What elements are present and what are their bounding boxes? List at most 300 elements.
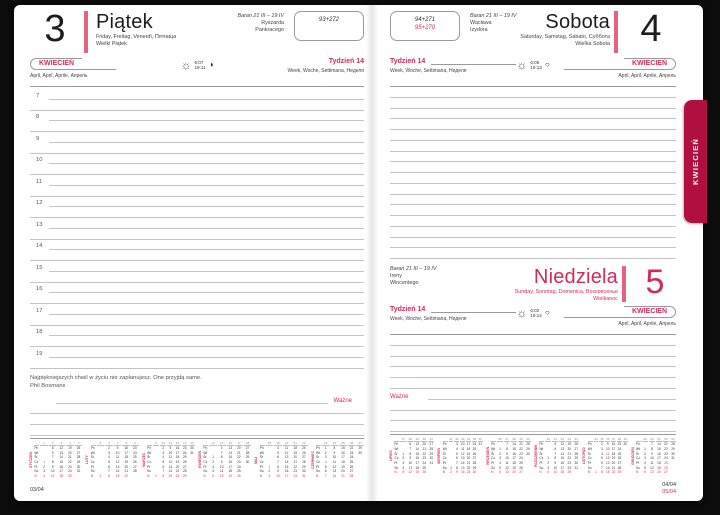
calendar-date: 6 <box>108 464 110 469</box>
week-number: 52 <box>664 437 668 441</box>
month-translations: April, April, Aprile, Апрель <box>30 73 88 79</box>
calendar-date: 24 <box>349 455 354 460</box>
calendar-date: 3 <box>644 456 646 461</box>
day-abbrev: Wt <box>203 450 208 455</box>
hour-line: 16 <box>30 283 364 294</box>
mini-calendar-grid <box>316 441 364 479</box>
ruled-line <box>390 152 676 163</box>
calendar-date: 22 <box>124 473 129 478</box>
ruled-line <box>390 195 676 206</box>
calendar-date: 17 <box>512 456 516 461</box>
day-abbrev: N <box>147 473 150 478</box>
calendar-date: 3 <box>600 446 603 451</box>
mini-calendar-grid <box>491 437 531 475</box>
day-abbrev: Cz <box>587 456 592 461</box>
calendar-date: 9 <box>651 451 653 456</box>
calendar-date: 25 <box>519 460 523 465</box>
calendar-date: 2 <box>547 460 550 465</box>
calendar-date: 7 <box>409 446 412 451</box>
calendar-date: 10 <box>605 446 610 451</box>
calendar-date: 16 <box>560 460 565 465</box>
week-number: 6 <box>105 441 113 446</box>
calendar-date: 15 <box>284 464 289 469</box>
friday-accent-bar <box>84 11 88 53</box>
week-number: 41 <box>553 437 557 441</box>
page-gutter <box>366 5 378 501</box>
calendar-date: 26 <box>472 451 477 456</box>
calendar-date: 8 <box>108 473 110 478</box>
calendar-date: 17 <box>466 442 471 447</box>
week-number: 42 <box>560 437 564 441</box>
ruled-line <box>390 130 676 141</box>
sunday-note-lines <box>390 335 676 389</box>
hour-line: 19 <box>30 347 364 358</box>
sun-icon: ☼ <box>180 58 192 72</box>
mini-calendar-month-name: MAJ <box>254 456 259 464</box>
day-abbrev: Pt <box>90 464 94 469</box>
calendar-date: 30 <box>429 456 434 461</box>
day-abbrev: Cz <box>636 456 640 461</box>
week-number: 46 <box>606 437 610 441</box>
quote-author: Phil Bosmans <box>30 383 66 390</box>
week-number: 49 <box>643 437 647 441</box>
day-abbrev: Śr <box>442 451 446 456</box>
saturday-note-lines <box>390 87 676 259</box>
calendar-date: 12 <box>284 450 289 455</box>
calendar-date: 18 <box>466 446 471 451</box>
half-hour-line <box>30 100 364 111</box>
calendar-date: 25 <box>567 470 572 475</box>
calendar-date: 9 <box>456 470 458 475</box>
week-number: 14 <box>209 441 217 446</box>
day-abbrev: Śr <box>34 455 38 460</box>
ruled-line <box>390 400 676 411</box>
calendar-date: 26 <box>422 470 427 475</box>
calendar-date: 19 <box>124 460 129 465</box>
week-number: 19 <box>274 441 282 446</box>
ruled-line <box>390 173 676 184</box>
calendar-date: 9 <box>606 442 609 447</box>
calendar-date: 15 <box>460 465 465 470</box>
calendar-date: 23 <box>422 456 427 461</box>
calendar-date: 30 <box>358 450 362 455</box>
friday-month-week-band <box>30 57 364 87</box>
calendar-date: 5 <box>499 465 501 470</box>
calendar-date: 4 <box>162 455 165 460</box>
week-label: Tydzień 14 <box>390 58 426 65</box>
hour-line: 15 <box>30 261 364 272</box>
week-number: 23 <box>322 441 330 446</box>
mini-calendar-month-name: MARZEC <box>141 452 146 468</box>
calendar-date: 6 <box>277 455 279 460</box>
mini-calendar-month-name: LUTY <box>85 455 90 465</box>
calendar-date: 5 <box>554 442 557 447</box>
calendar-date: 13 <box>59 450 64 455</box>
calendar-date: 13 <box>505 470 509 475</box>
calendar-date: 9 <box>333 450 336 455</box>
day-abbrev: Wt <box>316 450 320 455</box>
calendar-date: 1 <box>212 455 214 460</box>
week-number: 14 <box>190 440 194 445</box>
calendar-date: 18 <box>124 455 129 460</box>
ruled-line <box>390 367 676 378</box>
calendar-date: 30 <box>574 460 579 465</box>
calendar-date: 24 <box>68 469 72 474</box>
mini-calendar <box>143 441 195 479</box>
calendar-date: 18 <box>657 460 661 465</box>
calendar-date: 18 <box>560 470 565 475</box>
calendar-date: 1 <box>450 465 452 470</box>
calendar-date: 19 <box>293 450 297 455</box>
calendar-date: 2 <box>499 451 501 456</box>
mini-calendar-month-name: CZERWIEC <box>310 450 315 469</box>
calendar-date: 26 <box>76 446 81 451</box>
calendar-date: 1 <box>155 473 157 478</box>
day-abbrev: Śr <box>147 455 151 460</box>
saturday-day-number: 4 <box>640 8 662 50</box>
day-abbrev: Wt <box>259 450 264 455</box>
calendar-date: 31 <box>429 460 434 465</box>
calendar-date: 3 <box>268 473 271 478</box>
day-abbrev: Wt <box>34 450 39 455</box>
important-line <box>56 403 328 404</box>
calendar-date: 2 <box>162 446 165 451</box>
calendar-date: 15 <box>59 460 64 465</box>
day-abbrev: So <box>539 465 544 470</box>
saturday-zodiac: Baran 21 III – 19 IV <box>470 13 517 19</box>
mini-calendar <box>535 437 579 475</box>
calendar-date: 2 <box>212 460 214 465</box>
calendar-date: 13 <box>284 455 289 460</box>
week-number: 12 <box>175 440 180 445</box>
calendar-date: 11 <box>51 473 55 478</box>
day-abbrev: Wt <box>90 450 95 455</box>
week-translations: Week, Woche, Settimana, Неделя <box>287 68 364 74</box>
calendar-date: 13 <box>168 464 173 469</box>
day-abbrev: N <box>394 470 397 475</box>
calendar-date: 28 <box>472 460 477 465</box>
calendar-date: 21 <box>567 451 572 456</box>
calendar-date: 26 <box>519 465 523 470</box>
calendar-date <box>478 470 483 475</box>
week-number: 9 <box>131 441 139 446</box>
calendar-date: 27 <box>182 464 187 469</box>
week-number: 24 <box>331 441 339 446</box>
calendar-date: 31 <box>302 473 306 478</box>
calendar-date: 12 <box>650 465 654 470</box>
calendar-date: 26 <box>574 442 579 447</box>
calendar-date: 4 <box>324 460 327 465</box>
sunday-holiday-note: Wielkanoc <box>593 296 618 303</box>
week-number: 16 <box>227 441 235 446</box>
calendar-date: 9 <box>409 456 412 461</box>
calendar-date: 21 <box>466 460 471 465</box>
calendar-date: 20 <box>611 460 616 465</box>
calendar-date: 7 <box>456 460 458 465</box>
month-edge-tab <box>684 100 707 223</box>
calendar-date: 7 <box>108 469 110 474</box>
day-abbrev: So <box>259 469 264 474</box>
calendar-date: 13 <box>560 446 565 451</box>
calendar-date: 31 <box>478 442 482 447</box>
day-abbrev: N <box>636 470 639 475</box>
friday-sunset: 19:11 <box>194 65 206 70</box>
moon-phase-icon: ◑ <box>208 60 214 69</box>
calendar-date <box>244 474 252 479</box>
calendar-date: 23 <box>466 470 471 475</box>
week-number: 33 <box>461 437 465 441</box>
day-abbrev: Cz <box>491 456 495 461</box>
calendar-date: 6 <box>51 450 54 455</box>
week-number: 50 <box>650 437 654 441</box>
month-label-tab: KWIECIEŃ <box>624 58 676 70</box>
half-hour-line <box>30 293 364 304</box>
calendar-date: 3 <box>456 442 458 447</box>
mini-calendar-grid <box>588 437 628 475</box>
calendar-date: 6 <box>456 456 458 461</box>
calendar-date: 7 <box>162 469 165 474</box>
ruled-line <box>390 248 676 259</box>
calendar-date: 16 <box>284 469 289 474</box>
calendar-date: 23 <box>349 450 354 455</box>
calendar-date: 24 <box>133 450 137 455</box>
calendar-date: 26 <box>664 465 668 470</box>
ruled-line <box>390 141 676 152</box>
day-abbrev: So <box>491 465 495 470</box>
sunday-saint-1: Ireny <box>390 273 402 280</box>
calendar-date: 16 <box>512 451 516 456</box>
calendar-date: 29 <box>617 470 622 475</box>
week-number: 4 <box>66 441 74 446</box>
mini-calendar-month-name: KWIECIEŃ <box>197 451 202 469</box>
mini-calendar-month-name: WRZESIEŃ <box>485 447 490 465</box>
calendar-date: 6 <box>499 470 501 475</box>
calendar-date: 15 <box>560 456 565 461</box>
calendar-date: 22 <box>466 465 471 470</box>
week-number: 34 <box>466 437 471 441</box>
day-abbrev: Pn <box>539 442 544 447</box>
calendar-date: 25 <box>237 469 241 474</box>
right-page-number-top: 04/04 <box>662 482 676 488</box>
calendar-date: 7 <box>600 465 603 470</box>
hour-line: 7 <box>30 89 364 100</box>
calendar-date: 20 <box>512 470 516 475</box>
calendar-date: 6 <box>409 442 412 447</box>
calendar-date: 3 <box>402 460 405 465</box>
calendar-date: 23 <box>237 460 241 465</box>
sunday-accent-bar <box>622 266 626 302</box>
calendar-date: 28 <box>133 469 137 474</box>
ruled-line <box>30 404 364 415</box>
calendar-date: 7 <box>554 451 557 456</box>
calendar-date: 25 <box>472 446 477 451</box>
friday-day-number: 3 <box>44 8 66 50</box>
calendar-date: 22 <box>422 451 427 456</box>
calendar-date: 9 <box>220 460 223 465</box>
calendar-date: 18 <box>512 460 516 465</box>
mini-calendar <box>632 437 676 475</box>
calendar-date: 7 <box>277 460 279 465</box>
calendar-date: 27 <box>133 464 137 469</box>
calendar-date: 28 <box>76 455 81 460</box>
mini-calendar-grid <box>34 441 82 479</box>
moon-phase-icon: ○ <box>544 308 550 317</box>
calendar-date: 4 <box>456 446 458 451</box>
mini-calendar-month-name: SIERPIEŃ <box>437 448 442 464</box>
calendar-date: 7 <box>506 442 508 447</box>
day-abbrev: Pt <box>394 460 398 465</box>
calendar-date: 14 <box>284 460 289 465</box>
calendar-date <box>525 470 531 475</box>
mini-calendar <box>255 441 307 479</box>
ruled-line <box>390 411 676 422</box>
quote-text: Najpiękniejszych chwil w życiu nie zaplanujesz. One przyjdą same. <box>30 374 202 381</box>
friday-sunrise: 6:07 <box>194 59 204 65</box>
week-number: 7 <box>114 441 122 446</box>
calendar-date <box>356 474 364 479</box>
sun-icon: ☼ <box>516 306 528 320</box>
calendar-date: 21 <box>68 455 72 460</box>
calendar-date: 19 <box>567 442 572 447</box>
day-abbrev: Śr <box>539 451 543 456</box>
day-abbrev: Śr <box>316 455 320 460</box>
calendar-date: 12 <box>460 451 465 456</box>
calendar-date: 24 <box>664 456 668 461</box>
calendar-date: 19 <box>512 465 516 470</box>
hour-line: 9 <box>30 132 364 143</box>
calendar-date: 4 <box>499 460 501 465</box>
calendar-date: 8 <box>600 470 603 475</box>
calendar-date: 12 <box>605 456 610 461</box>
calendar-date: 19 <box>415 470 420 475</box>
calendar-date: 22 <box>293 464 297 469</box>
calendar-date: 19 <box>175 460 180 465</box>
ruled-line <box>390 98 676 109</box>
day-abbrev: Pn <box>259 446 264 451</box>
saturday-day-name: Sobota <box>545 11 610 33</box>
half-hour-line <box>30 336 364 347</box>
calendar-date: 1 <box>402 451 405 456</box>
calendar-date: 13 <box>650 470 654 475</box>
calendar-date: 21 <box>175 469 180 474</box>
calendar-date: 10 <box>332 455 337 460</box>
half-hour-line <box>30 121 364 132</box>
calendar-date: 14 <box>168 469 173 474</box>
calendar-date: 27 <box>302 455 306 460</box>
week-number: 38 <box>512 437 516 441</box>
mini-calendar-month-name: LIPIEC <box>389 450 393 462</box>
calendar-date: 29 <box>574 456 579 461</box>
calendar-date: 7 <box>651 442 653 447</box>
hour-line: 11 <box>30 175 364 186</box>
half-hour-line <box>30 315 364 326</box>
day-abbrev: Pn <box>587 442 592 447</box>
calendar-date: 1 <box>499 446 501 451</box>
day-abbrev: Pt <box>316 464 320 469</box>
week-translations: Week, Woche, Settimana, Неделя <box>390 68 467 74</box>
half-hour-line <box>30 358 364 369</box>
quote-block <box>30 374 364 393</box>
calendar-date: 24 <box>617 446 622 451</box>
friday-saint-1: Ryszarda <box>261 20 284 27</box>
week-number: 25 <box>339 441 347 446</box>
day-abbrev: Wt <box>442 446 447 451</box>
calendar-date: 25 <box>182 455 187 460</box>
calendar-date: 5 <box>108 460 110 465</box>
calendar-date: 27 <box>429 442 434 447</box>
calendar-date: 23 <box>519 451 523 456</box>
mini-calendar-month-name: GRUDZIEŃ <box>630 447 635 465</box>
calendar-date: 11 <box>332 460 336 465</box>
calendar-date: 11 <box>606 451 610 456</box>
calendar-date: 15 <box>657 446 661 451</box>
calendar-date: 8 <box>51 460 54 465</box>
calendar-date: 17 <box>611 446 616 451</box>
calendar-date: 5 <box>600 456 603 461</box>
calendar-date: 13 <box>605 460 610 465</box>
calendar-date: 27 <box>349 469 354 474</box>
hour-line: 17 <box>30 304 364 315</box>
ruled-line <box>390 357 676 368</box>
calendar-date: 15 <box>605 470 610 475</box>
friday-day-name: Piątek <box>96 11 153 33</box>
day-abbrev: Pn <box>636 442 640 447</box>
calendar-date: 25 <box>302 446 306 451</box>
calendar-date: 4 <box>277 446 279 451</box>
week-number: 3 <box>58 441 66 446</box>
week-number: 36 <box>498 437 502 441</box>
half-hour-line <box>30 250 364 261</box>
calendar-date: 9 <box>169 446 172 451</box>
calendar-date: 12 <box>560 442 565 447</box>
calendar-date: 23 <box>133 446 137 451</box>
calendar-date: 21 <box>422 446 427 451</box>
calendar-date: 30 <box>76 464 81 469</box>
day-abbrev: N <box>491 470 494 475</box>
calendar-date: 5 <box>162 460 165 465</box>
calendar-date: 28 <box>182 469 187 474</box>
calendar-date: 5 <box>644 465 646 470</box>
calendar-date <box>428 470 434 475</box>
calendar-date: 1 <box>43 460 45 465</box>
day-abbrev: Pn <box>34 446 39 451</box>
calendar-date: 22 <box>611 470 616 475</box>
day-abbrev: Pn <box>147 446 151 451</box>
calendar-date: 28 <box>617 465 622 470</box>
calendar-date: 3 <box>499 456 501 461</box>
calendar-date: 5 <box>51 446 54 451</box>
calendar-date: 19 <box>657 465 661 470</box>
sunday-important-row <box>390 389 676 400</box>
ruled-line <box>390 119 676 130</box>
day-abbrev: N <box>203 473 206 478</box>
day-abbrev: Pn <box>90 446 95 451</box>
calendar-date: 18 <box>415 465 420 470</box>
calendar-date: 10 <box>50 469 55 474</box>
calendar-date: 12 <box>115 460 120 465</box>
calendar-date: 6 <box>220 446 223 451</box>
calendar-date: 4 <box>108 455 110 460</box>
calendar-date: 27 <box>472 456 477 461</box>
calendar-date: 25 <box>133 455 137 460</box>
calendar-date: 29 <box>358 446 362 451</box>
calendar-date: 20 <box>124 464 129 469</box>
day-abbrev: So <box>394 465 399 470</box>
calendar-date: 5 <box>456 451 458 456</box>
calendar-date: 8 <box>456 465 458 470</box>
friday-zodiac-saints <box>238 9 284 34</box>
calendar-date: 22 <box>519 446 523 451</box>
